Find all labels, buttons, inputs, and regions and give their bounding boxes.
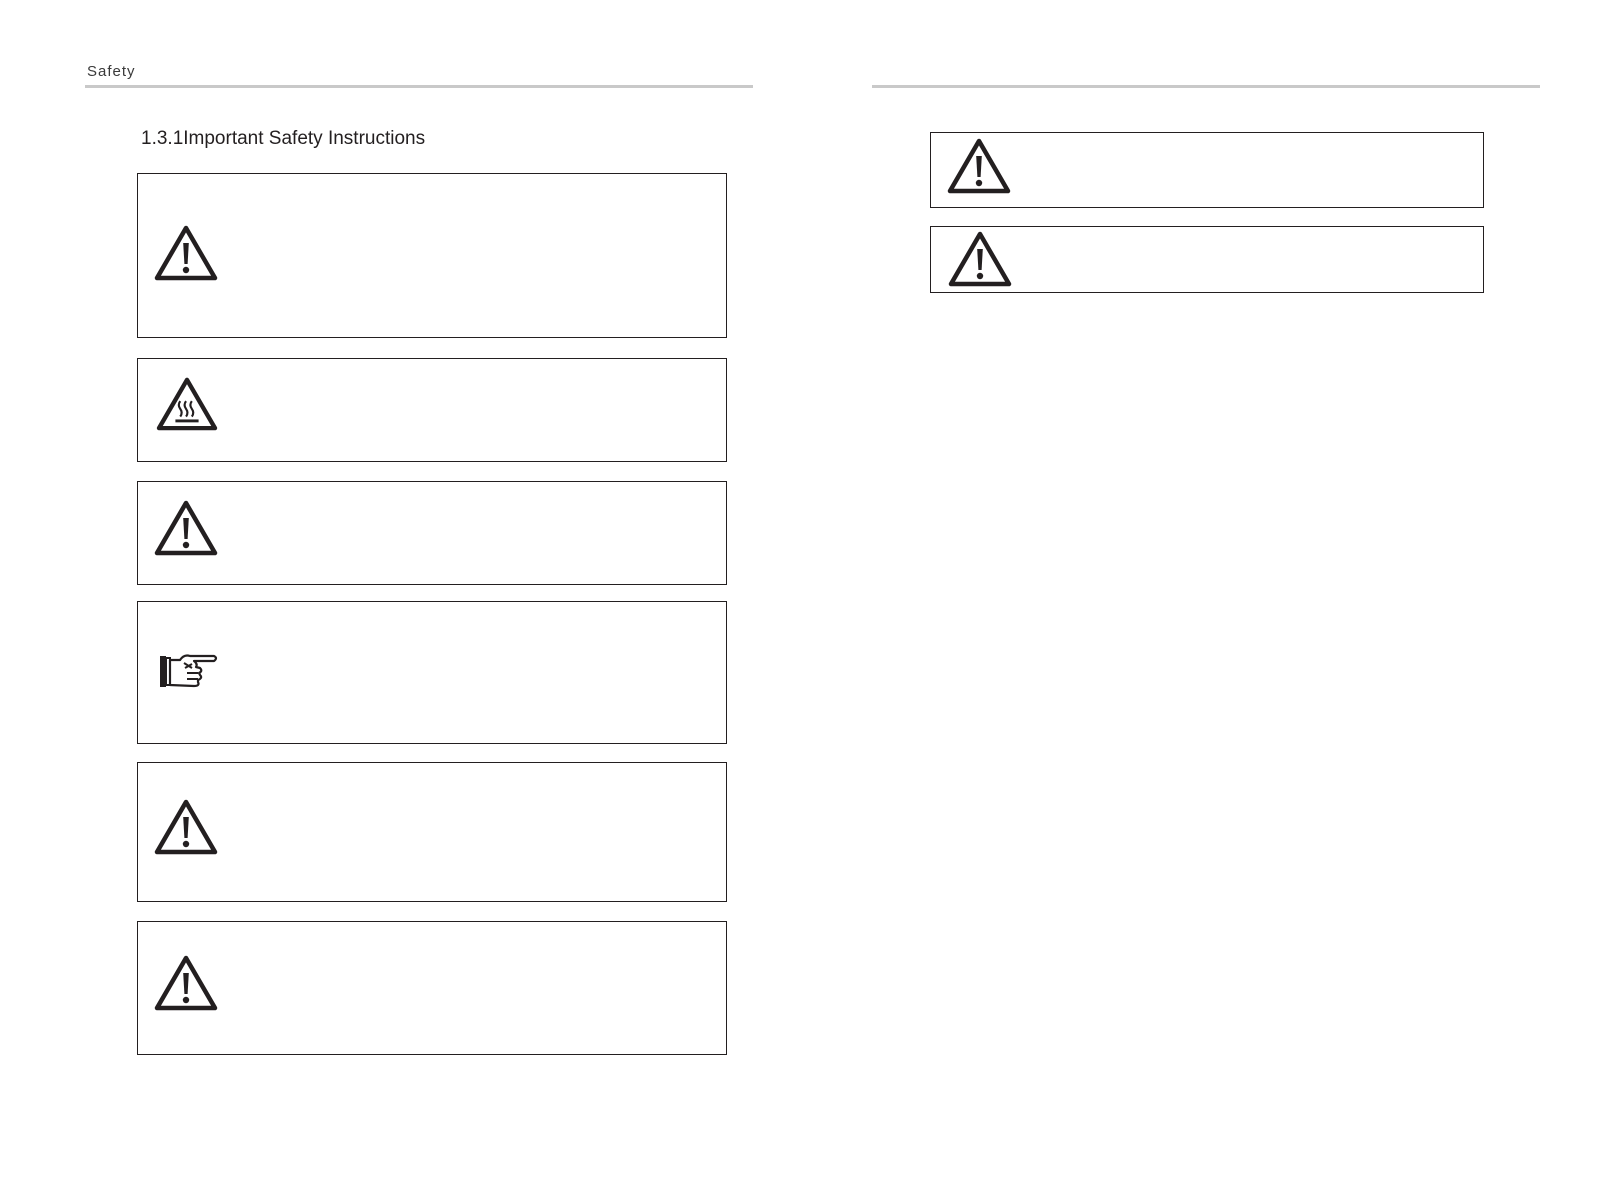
section-title: 1.3.1Important Safety Instructions (141, 128, 426, 149)
warning-icon (947, 230, 1013, 288)
safety-notice-box (137, 601, 727, 744)
warning-icon (153, 798, 219, 856)
safety-notice-box (137, 762, 727, 902)
warning-icon (153, 224, 219, 282)
warning-icon (946, 137, 1012, 195)
header-rule-left (85, 85, 753, 88)
header-rule-right (872, 85, 1540, 88)
pointing-hand-icon (158, 650, 220, 690)
safety-notice-box (137, 921, 727, 1055)
safety-notice-box (930, 226, 1484, 293)
hot-surface-icon (155, 376, 219, 432)
safety-notice-box (137, 173, 727, 338)
warning-icon (153, 499, 219, 557)
running-header-section-label: Safety (87, 63, 136, 80)
safety-notice-box (930, 132, 1484, 208)
safety-notice-box (137, 481, 727, 585)
safety-notice-box (137, 358, 727, 462)
warning-icon (153, 954, 219, 1012)
